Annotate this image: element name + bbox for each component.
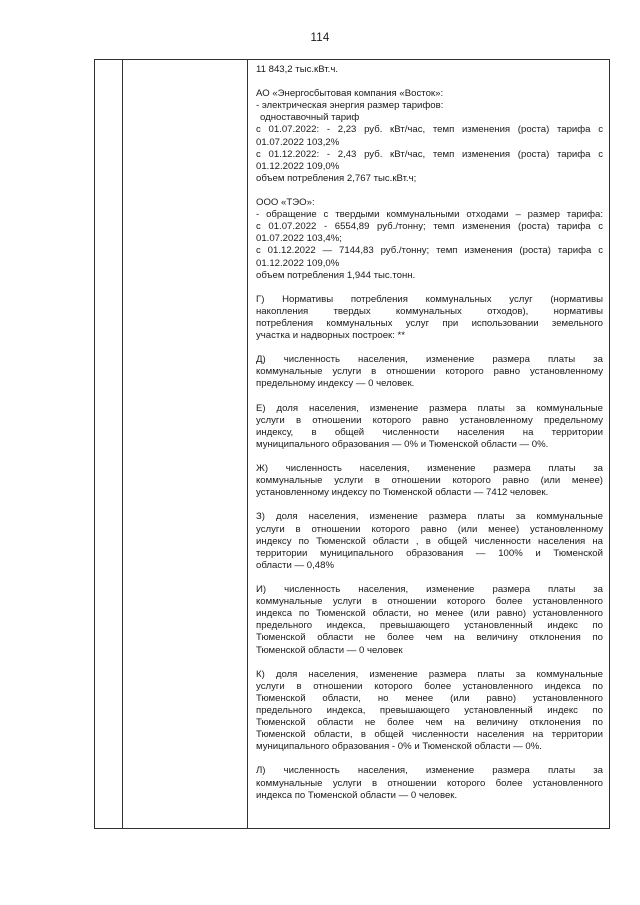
page-number: 114 <box>310 32 330 44</box>
vostok-line: с 01.07.2022: - 2,23 руб. кВт/час, темп изменения (роста) тарифа с <box>256 124 603 136</box>
paragraph-line: коммунальные услуги в отношении которого более установленного <box>256 777 603 789</box>
paragraph-line: коммунальные услуги в отношении которого равно (или менее) <box>256 475 603 487</box>
paragraph-line: Д) численность населения, изменение размера платы за <box>256 354 603 366</box>
paragraph-e <box>256 403 603 451</box>
paragraph-l <box>256 765 603 801</box>
vostok-line: 01.07.2022 103,2% <box>256 136 340 148</box>
paragraph-line: муниципального образования — 0% и Тюменской области — 0%. <box>256 438 549 450</box>
teo-line: 01.07.2022 103,4%; <box>256 233 342 245</box>
paragraph-line: коммунальные услуги в отношении которого более установленного <box>256 596 603 608</box>
document-table <box>94 59 610 829</box>
teo-block <box>256 197 603 282</box>
paragraph-k <box>256 669 603 754</box>
paragraph-line: услуги в отношении которого равно (или менее) установленному <box>256 523 603 535</box>
paragraph-line: индекса по Тюменской области, но менее (или равно) установленного <box>256 608 603 620</box>
teo-volume: объем потребления 1,944 тыс.тонн. <box>256 269 416 281</box>
paragraph-line: Тюменской области, в общей численности населения на территории <box>256 729 603 741</box>
teo-line: с 01.12.2022 — 7144,83 руб./тонну; темп изменения (роста) тарифа с <box>256 245 603 257</box>
paragraph-line: К) доля населения, изменение размера платы за коммунальные <box>256 668 603 680</box>
paragraph-line: Е) доля населения, изменение размера платы за коммунальные <box>256 402 603 414</box>
paragraph-line: потребления коммунальных услуг при использовании земельного <box>256 317 603 329</box>
vostok-block <box>256 88 603 185</box>
paragraph-line: З) доля населения, изменение размера платы за коммунальные <box>256 511 603 523</box>
paragraph-line: накопления твердых коммунальных отходов), нормативы <box>256 305 603 317</box>
vostok-line: 01.12.2022 109,0% <box>256 160 340 172</box>
vostok-company: АО «Энергосбытовая компания «Восток»: <box>256 88 444 100</box>
paragraph-line: услуги в отношении которого более установленного индекса по <box>256 680 603 692</box>
paragraph-line: Тюменской области не более чем на величину отклонения по <box>256 632 603 644</box>
paragraph-line: Г) Нормативы потребления коммунальных услуг (нормативы <box>256 293 603 305</box>
paragraph-line: установленному индексу по Тюменской области — 7412 человек. <box>256 487 549 499</box>
paragraph-line: Тюменской области, но менее (или равно) установленного <box>256 692 603 704</box>
paragraph-zh <box>256 463 603 499</box>
paragraph-line: индексу по Тюменской области , в общей численности населения на <box>256 535 603 547</box>
paragraph-line: территории муниципального образования — 100% и Тюменской <box>256 547 603 559</box>
vostok-line: с 01.12.2022: - 2,43 руб. кВт/час, темп изменения (роста) тарифа с <box>256 148 603 160</box>
paragraph-line: коммунальные услуги в отношении которого равно установленному <box>256 366 603 378</box>
paragraph-d <box>256 354 603 390</box>
paragraph-line: предельного индекса, превышающего установленный индекс по <box>256 620 603 632</box>
consumption-total: 11 843,2 тыс.кВт.ч. <box>256 64 338 75</box>
teo-line: - обращение с твердыми коммунальными отходами – размер тарифа: <box>256 209 603 221</box>
column-divider-1 <box>122 60 123 828</box>
vostok-tariff-type: одноставочный тариф <box>260 112 360 124</box>
paragraph-line: области — 0,48% <box>256 559 335 571</box>
paragraph-line: услуги в отношении которого равно установленному предельному <box>256 414 603 426</box>
paragraph-line: индекса по Тюменской области — 0 человек. <box>256 789 458 801</box>
paragraph-line: Ж) численность населения, изменение размера платы за <box>256 463 603 475</box>
paragraph-i <box>256 584 603 657</box>
paragraph-z <box>256 511 603 571</box>
paragraph-line: Тюменской области — 0 человек <box>256 644 403 656</box>
paragraph-line: индексу, в общей численности населения на территории <box>256 426 603 438</box>
teo-line: с 01.07.2022 - 6554,89 руб./тонну; темп изменения (роста) тарифа с <box>256 221 603 233</box>
table-cell-content <box>256 64 603 802</box>
paragraph-g <box>256 294 603 342</box>
paragraph-line: Л) численность населения, изменение размера платы за <box>256 765 603 777</box>
paragraph-line: участка и надворных построек: ** <box>256 330 406 342</box>
paragraph-line: муниципального образования - 0% и Тюменской области — 0%. <box>256 741 542 753</box>
paragraph-line: И) численность населения, изменение размера платы за <box>256 584 603 596</box>
vostok-volume: объем потребления 2,767 тыс.кВт.ч; <box>256 172 417 184</box>
paragraph-line: Тюменской области не более чем на величину отклонения по <box>256 717 603 729</box>
teo-line: 01.12.2022 109,0% <box>256 257 340 269</box>
vostok-item: - электрическая энергия размер тарифов: <box>256 100 444 112</box>
paragraph-line: предельному индексу — 0 человек. <box>256 378 415 390</box>
teo-company: ООО «ТЭО»: <box>256 197 315 209</box>
column-divider-2 <box>247 60 248 828</box>
paragraph-line: предельного индекса, превышающего установленный индекс по <box>256 704 603 716</box>
